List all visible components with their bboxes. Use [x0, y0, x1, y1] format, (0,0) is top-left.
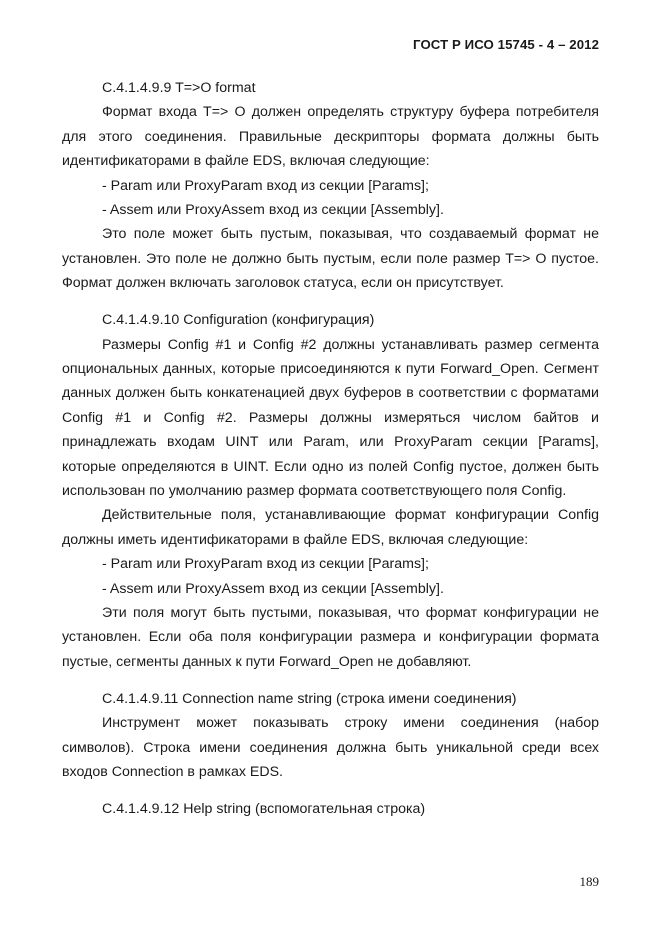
section-configuration: [62, 308, 599, 674]
page-number: 189: [579, 874, 599, 889]
section-heading: C.4.1.4.9.9 T=>O format: [102, 80, 256, 96]
list-item: - Param или ProxyParam вход из секции [Params];: [102, 556, 429, 573]
section-heading: C.4.1.4.9.11 Connection name string (строка имени соединения): [102, 690, 517, 707]
list-item: - Param или ProxyParam вход из секции [Params];: [102, 177, 429, 194]
paragraph: Эти поля могут быть пустыми, показывая, что формат конфигурации не установлен. Если оба поля конфигурации размера и конфигурации формата пустые, сегменты данных к пути Forward_Open не добавляют.: [62, 605, 599, 670]
paragraph: Действительные поля, устанавливающие формат конфигурации Config должны иметь идентификаторами в файле EDS, включая следующие:: [62, 507, 599, 548]
list-item: - Assem или ProxyAssem вход из секции [Assembly].: [102, 580, 444, 597]
paragraph: Формат входа T=> O должен определять структуру буфера потребителя для этого соединения. Правильные дескрипторы формата должны быть идентификаторами в файле EDS, включая следующие:: [62, 104, 599, 170]
paragraph: Инструмент может показывать строку имени соединения (набор символов). Строка имени соединения должна быть уникальной среди всех входов Connection в рамках EDS.: [62, 715, 599, 780]
section-t-o-format: [62, 76, 599, 296]
page-content: [62, 76, 599, 821]
list-item: - Assem или ProxyAssem вход из секции [Assembly].: [102, 202, 444, 219]
section-connection-name-string: [62, 687, 599, 785]
section-heading: C.4.1.4.9.10 Configuration (конфигурация): [102, 312, 375, 329]
paragraph: Размеры Config #1 и Config #2 должны устанавливать размер сегмента опциональных данных, которые присоединяются к пути Forward_Open. Сегмент данных должен быть конкатенацией двух буферов в соответствии с форматами Config #1 и Config #2. Размеры должны измеряться числом байтов и принадлежать входам UINT или Param, или ProxyParam секции [Params], которые определяются в UINT. Если одно из полей Config пустое, должен быть использован по умолчанию размер формата соответствующего поля Config.: [62, 336, 599, 499]
section-help-string: [62, 797, 599, 821]
standard-header: ГОСТ Р ИСО 15745 - 4 – 2012: [413, 37, 599, 52]
section-heading: C.4.1.4.9.12 Help string (вспомогательная строка): [102, 800, 426, 817]
paragraph: Это поле может быть пустым, показывая, что создаваемый формат не установлен. Это поле не должно быть пустым, если поле размер T=> O пустое. Формат должен включать заголовок статуса, если он присутствует.: [62, 226, 599, 292]
